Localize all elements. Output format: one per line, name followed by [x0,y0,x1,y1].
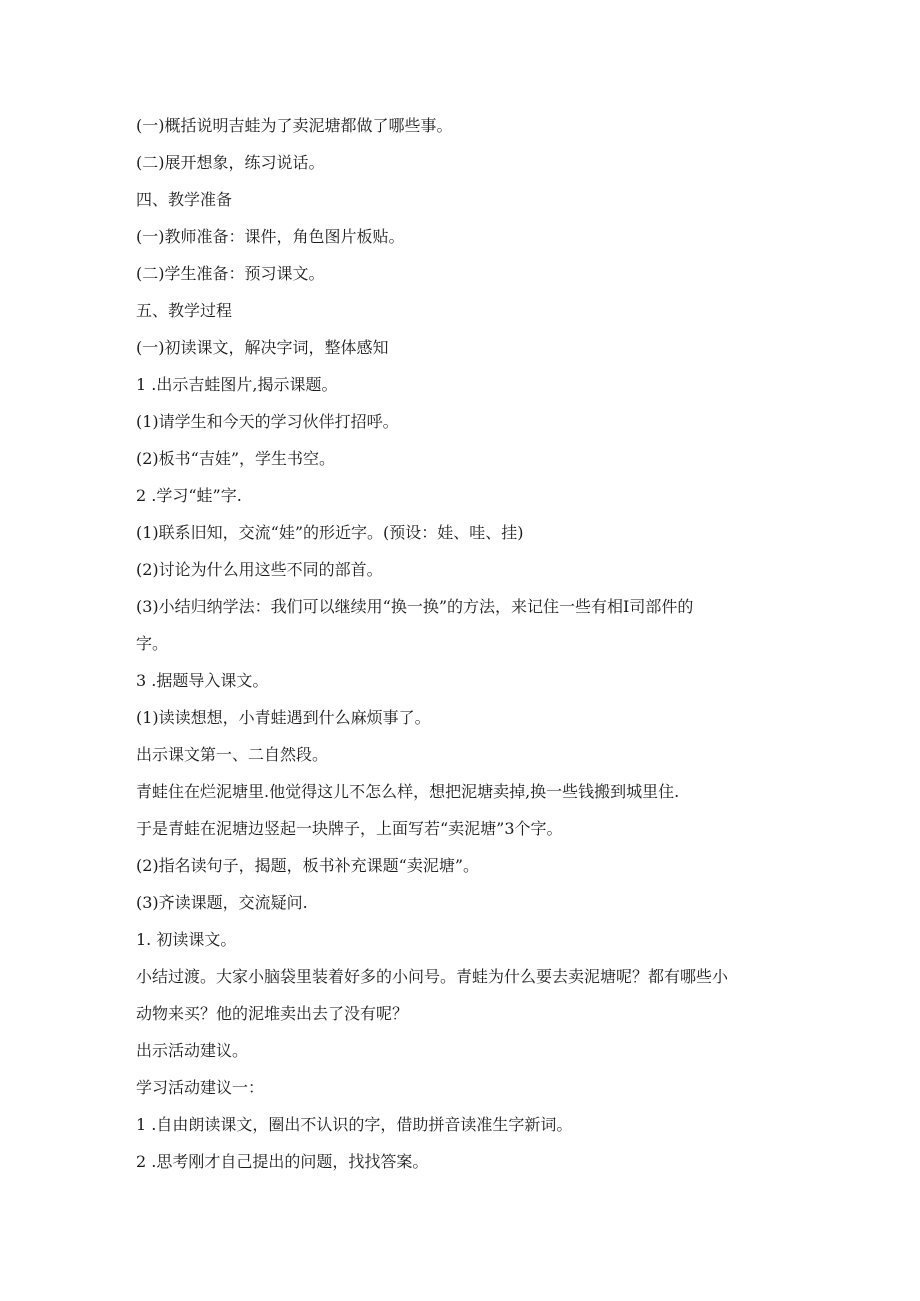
text-line: 1. 初读课文。 [136,930,237,949]
text-line: 出示课文第一、二自然段。 [136,745,329,764]
text-line: 2 .思考刚才自己提出的问题，找找答案。 [136,1152,429,1171]
text-line: 1 .出示吉蛙图片,揭示课题。 [136,375,338,394]
text-line: (1)请学生和今天的学习伙伴打招呼。 [136,412,399,431]
text-line: 1 .自由朗读课文，圈出不认识的字，借助拼音读准生字新词。 [136,1115,573,1134]
text-line: (一)概括说明吉蛙为了卖泥塘都做了哪些事。 [136,116,453,135]
text-line: 青蛙住在烂泥塘里.他觉得这儿不怎么样，想把泥塘卖掉,换一些钱搬到城里住. [136,782,680,801]
text-line: 动物来买？他的泥堆卖出去了没有呢？ [136,1004,409,1023]
text-line: (3)小结归纳学法：我们可以继续用“换一换”的方法，来记住一些有相I司部件的 [136,597,694,616]
text-line: 学习活动建议一： [136,1078,265,1097]
text-line: 2 .学习“蛙”字. [136,486,242,505]
text-line: 出示活动建议。 [136,1041,249,1060]
text-line: (二)学生准备：预习课文。 [136,264,325,283]
section-heading: 五、教学过程 [136,301,233,320]
document-body [136,112,796,1185]
text-line: (2)讨论为什么用这些不同的部首。 [136,560,383,579]
text-line: 字。 [136,634,169,653]
text-line: (1)联系旧知，交流“娃”的形近字。(预设：娃、哇、挂) [136,523,524,542]
section-heading: 四、教学准备 [136,190,233,209]
text-line: (二)展开想象，练习说话。 [136,153,325,172]
text-line: 3 .据题导入课文。 [136,671,269,690]
subsection-heading: (一)初读课文，解决字词，整体感知 [136,338,389,357]
text-line: (1)读读想想，小青蛙遇到什么麻烦事了。 [136,708,431,727]
text-line: 小结过渡。大家小脑袋里装着好多的小问号。青蛙为什么要去卖泥塘呢？都有哪些小 [136,967,729,986]
text-line: (2)板书“吉娃”，学生书空。 [136,449,336,468]
text-line: 于是青蛙在泥塘边竖起一块牌子，上面写若“卖泥塘”3个字。 [136,819,563,838]
text-line: (2)指名读句子，揭题，板书补充课题“卖泥塘”。 [136,856,480,875]
text-line: (3)齐读课题，交流疑问. [136,893,308,912]
text-line: (一)教师准备：课件，角色图片板贴。 [136,227,405,246]
